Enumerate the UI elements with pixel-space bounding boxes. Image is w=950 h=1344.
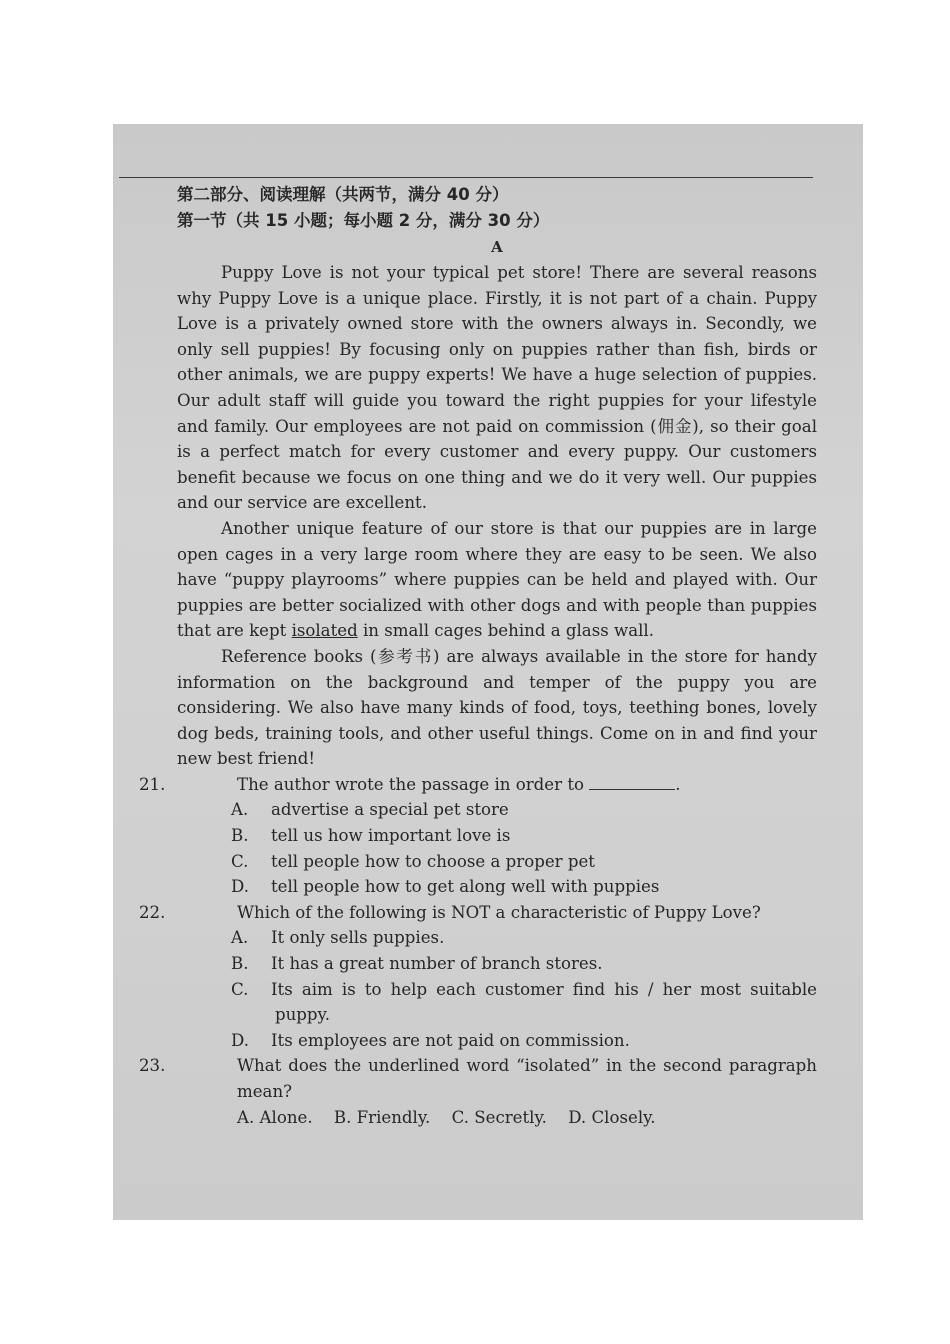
- question-23: [139, 1053, 817, 1130]
- option-letter: B.: [231, 826, 249, 846]
- option-text: advertise a special pet store: [271, 800, 509, 820]
- question-22-option-c: [177, 977, 817, 1028]
- option-letter: C.: [451, 1107, 469, 1127]
- question-23-option-b: [334, 1108, 430, 1127]
- option-letter: D.: [568, 1107, 587, 1127]
- answer-blank: [589, 773, 675, 790]
- question-23-option-d: [568, 1108, 655, 1127]
- question-23-options: [177, 1105, 817, 1131]
- option-text: Secretly.: [474, 1107, 547, 1127]
- question-21: [139, 772, 817, 900]
- passage-paragraph-2: [177, 516, 817, 644]
- option-text: It has a great number of branch stores.: [271, 954, 603, 974]
- option-text: It only sells puppies.: [271, 928, 445, 948]
- passage-paragraph-1: Puppy Love is not your typical pet store! There are several reasons why Puppy Love is a unique place. Firstly, it is not part of a chain. Puppy Love is a privately owned store with the owners always in. Secondly, we only sell puppies! By focusing only on puppies rather than fish, birds or other animals, we are puppy experts! We have a huge selection of puppies. Our adult staff will guide you toward the right puppies for your lifestyle and family. Our employees are not paid on commission (佣金), so their goal is a perfect match for every customer and every puppy. Our customers benefit because we focus on one thing and we do it very well. Our puppies and our service are excellent.: [177, 263, 817, 513]
- question-suffix: .: [675, 774, 681, 794]
- question-22-option-b: [177, 951, 817, 977]
- paragraph-2-text-before: Another unique feature of our store is that our puppies are in large open cages in a very large room where they are easy to be seen. We also have “puppy playrooms” where puppies can be held and played with. Our puppies are better socialized with other dogs and with people than puppies that are kept: [177, 518, 817, 641]
- option-letter: B.: [333, 1107, 352, 1127]
- question-22-option-a: [177, 925, 817, 951]
- paragraph-2-text-after: in small cages behind a glass wall.: [362, 621, 654, 641]
- question-23-option-a: [237, 1108, 313, 1127]
- option-letter: D.: [231, 1030, 249, 1050]
- question-22-stem: [139, 900, 817, 926]
- question-text: What does the underlined word “isolated” in the second paragraph mean?: [237, 1056, 817, 1101]
- question-21-option-c: [177, 849, 817, 875]
- question-21-stem: [139, 772, 817, 798]
- question-22-option-d: [177, 1028, 817, 1054]
- option-letter: A.: [237, 1107, 255, 1127]
- question-21-option-a: [177, 797, 817, 823]
- question-text: The author wrote the passage in order to: [237, 774, 584, 794]
- question-23-option-c: [452, 1108, 547, 1127]
- question-22: [139, 900, 817, 1054]
- option-text: tell people how to choose a proper pet: [271, 851, 595, 871]
- option-text: Friendly.: [356, 1107, 431, 1127]
- question-21-option-d: [177, 874, 817, 900]
- option-letter: C.: [231, 851, 249, 871]
- underlined-word-isolated: isolated: [291, 621, 358, 641]
- option-letter: B.: [231, 954, 249, 974]
- option-text: Closely.: [591, 1107, 656, 1127]
- header-rule: [119, 177, 813, 178]
- question-text: Which of the following is NOT a characteristic of Puppy Love?: [237, 902, 761, 922]
- question-number: 22.: [139, 902, 166, 922]
- question-number: 21.: [139, 774, 166, 794]
- option-text: tell us how important love is: [271, 826, 511, 846]
- option-text: Its aim is to help each customer find his / her most suitable puppy.: [271, 979, 817, 1025]
- passage-label: A: [491, 238, 503, 256]
- question-21-option-b: [177, 823, 817, 849]
- section-title: 第一节（共 15 小题；每小题 2 分，满分 30 分）: [177, 211, 550, 230]
- option-letter: A.: [231, 800, 249, 820]
- option-letter: C.: [231, 979, 249, 999]
- option-text: Alone.: [259, 1107, 313, 1127]
- passage-paragraph-3: Reference books (参考书) are always available in the store for handy information on the background and temper of the puppy you are considering. We also have many kinds of food, toys, teething bones, lovely dog beds, training tools, and other useful things. Come on in and find your new best friend!: [177, 646, 817, 769]
- part-title: 第二部分、阅读理解（共两节，满分 40 分）: [177, 185, 509, 204]
- page-content: [139, 182, 817, 1130]
- question-23-stem: [139, 1053, 817, 1104]
- option-letter: D.: [231, 877, 249, 897]
- option-text: Its employees are not paid on commission.: [271, 1030, 630, 1050]
- question-number: 23.: [139, 1056, 166, 1076]
- option-letter: A.: [231, 928, 249, 948]
- exam-page: [113, 124, 863, 1220]
- option-text: tell people how to get along well with puppies: [271, 877, 660, 897]
